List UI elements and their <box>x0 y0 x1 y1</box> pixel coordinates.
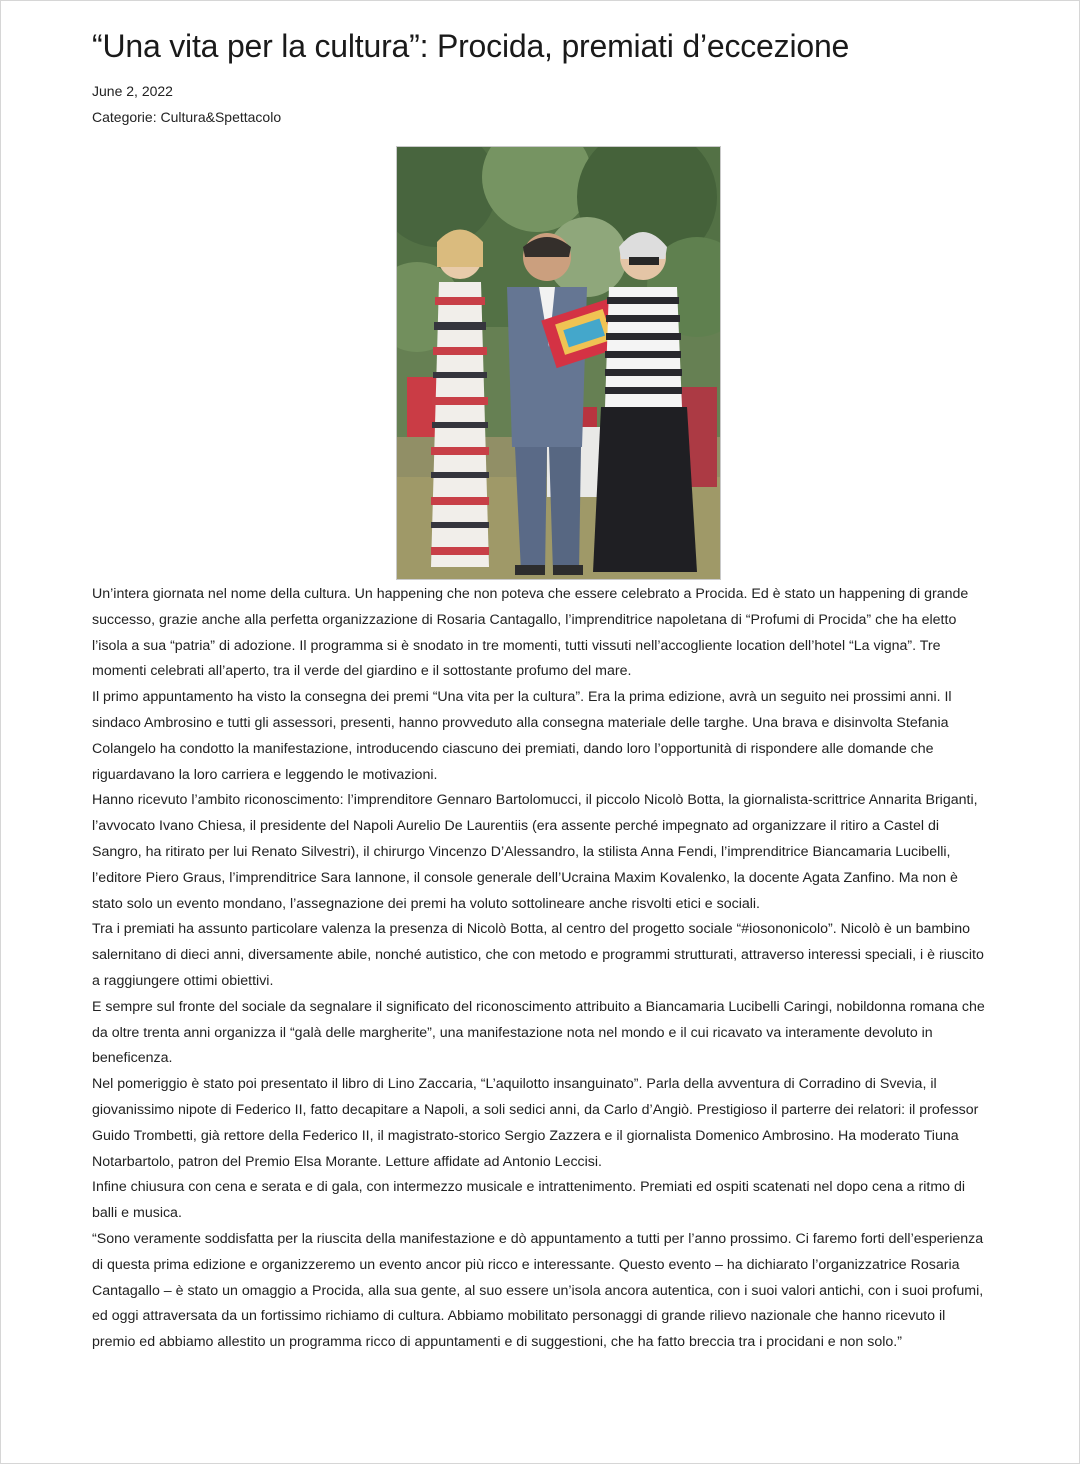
article-meta <box>92 78 992 130</box>
paragraph: Un’intera giornata nel nome della cultura. Un happening che non poteva che essere celebrato a Procida. Ed è stato un happening di grande successo, grazie anche alla perfetta organizzazione di Rosaria Cantagallo, l’imprenditrice napoletana di “Profumi di Procida” che ha eletto l’isola a sua “patria” di adozione. Il programma si è snodato in tre momenti, tutti vissuti nell’accogliente location dell’hotel “La vigna”. Tre momenti celebrati all’aperto, tra il verde del giardino e il sottostante profumo del mare. <box>92 586 969 680</box>
paragraph: Nel pomeriggio è stato poi presentato il libro di Lino Zaccaria, “L’aquilotto insanguinato”. Parla della avventura di Corradino di Svevia, il giovanissimo nipote di Federico II, fatto decapitare a Napoli, a soli sedici anni, da Carlo d’Angiò. Prestigioso il parterre dei relatori: il professor Guido Trombetti, già rettore della Federico II, il magistrato-storico Sergio Zazzera e il giornalista Domenico Ambrosino. Ha moderato Tiuna Notarbartolo, patron del Premio Elsa Morante. Letture affidate ad Antonio Leccisi. <box>92 1076 979 1170</box>
paragraph: Infine chiusura con cena e serata e di gala, con intermezzo musicale e intrattenimento. Premiati ed ospiti scatenati nel dopo cena a ritmo di balli e musica. <box>92 1179 966 1222</box>
award-ceremony-photo <box>397 147 720 579</box>
article-category: Categorie: Cultura&Spettacolo <box>92 109 282 125</box>
article <box>92 24 992 1356</box>
paragraph: Hanno ricevuto l’ambito riconoscimento: l’imprenditore Gennaro Bartolomucci, il piccolo Nicolò Botta, la giornalista-scrittrice Annarita Briganti, l’avvocato Ivano Chiesa, il presidente del Napoli Aurelio De Laurentiis (era assente perché impegnato ad organizzare il ritiro a Castel di Sangro, ha ritirato per lui Renato Silvestri), il chirurgo Vincenzo D’Alessandro, la stilista Anna Fendi, l’imprenditrice Biancamaria Lucibelli, l’editore Piero Graus, l’imprenditrice Sara Iannone, il console generale dell’Ucraina Maxim Kovalenko, la docente Agata Zanfino. Ma non è stato solo un evento mondano, l’assegnazione dei premi ha voluto sottolineare anche risvolti etici e sociali. <box>92 792 978 912</box>
paragraph: E sempre sul fronte del sociale da segnalare il significato del riconoscimento attribuito a Biancamaria Lucibelli Caringi, nobildonna romana che da oltre trenta anni organizza il “galà delle margherite”, una manifestazione nota nel mondo e il cui ricavato va interamente devoluto in beneficenza. <box>92 998 985 1067</box>
article-date: June 2, 2022 <box>92 83 173 99</box>
paragraph: “Sono veramente soddisfatta per la riuscita della manifestazione e dò appuntamento a tutti per l’anno prossimo. Ci faremo forti dell’esperienza di questa prima edizione e organizzeremo un evento ancor più ricco e interessante. Questo evento – ha dichiarato l’organizzatrice Rosaria Cantagallo – è stato un omaggio a Procida, alla sua gente, al suo essere un’isola ancora autentica, con i suoi valori antichi, con i suoi profumi, ed oggi attraversata da un fortissimo richiamo di cultura. Abbiamo mobilitato personaggi di grande rilievo nazionale che hanno ricevuto il premio ed abbiamo allestito un programma ricco di appuntamenti e di suggestioni, che ha fatto breccia tra i procidani e non solo.” <box>92 1230 984 1351</box>
article-photo <box>396 146 721 580</box>
paragraph: Tra i premiati ha assunto particolare valenza la presenza di Nicolò Botta, al centro del progetto sociale “#iosononicolo”. Nicolò è un bambino salernitano di dieci anni, diversamente abile, nonché autistico, che con metodo e programmi strutturati, attraverso interessi speciali, i è riuscito a raggiungere ottimi obiettivi. <box>92 921 984 989</box>
article-body <box>92 582 992 1356</box>
paragraph: Il primo appuntamento ha visto la consegna dei premi “Una vita per la cultura”. Era la prima edizione, avrà un seguito nei prossimi anni. Il sindaco Ambrosino e tutti gli assessori, presenti, hanno provveduto alla consegna materiale delle targhe. Una brava e disinvolta Stefania Colangelo ha condotto la manifestazione, introducendo ciascuno dei premiati, dando loro l’opportunità di rispondere alle domande che riguardavano la loro carriera e leggendo le motivazioni. <box>92 689 952 783</box>
article-title: “Una vita per la cultura”: Procida, premiati d’eccezione <box>92 28 850 64</box>
